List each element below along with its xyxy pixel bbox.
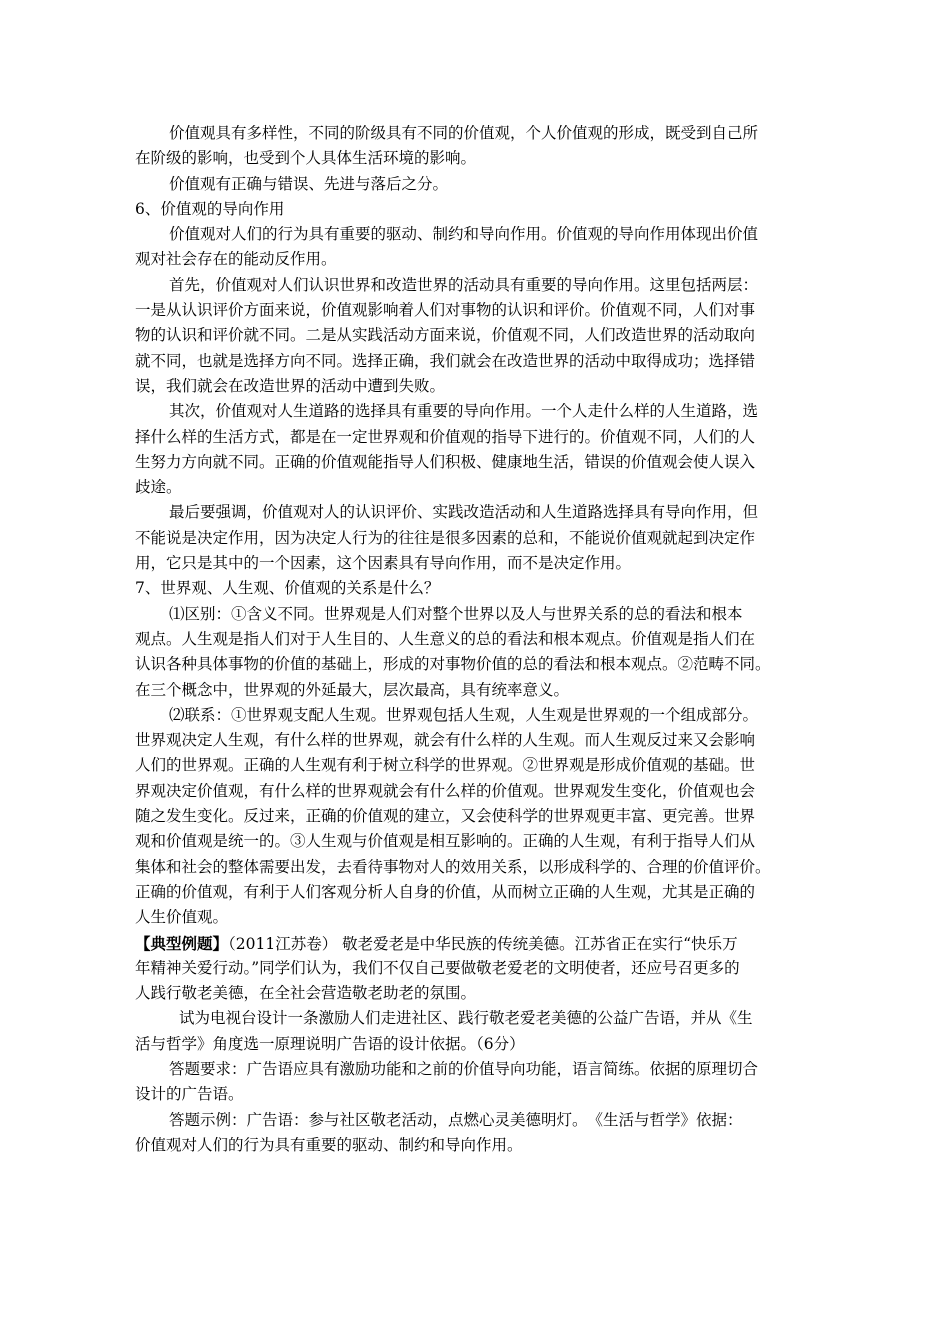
answer-example-line: 答题示例：广告语：参与社区敬老活动，点燃心灵美德明灯。 《生活与哲学》依据： — [169, 1110, 743, 1129]
answer-example-line: 价值观对人们的行为具有重要的驱动、制约和导向作用。 — [135, 1135, 523, 1154]
section-heading: 7、世界观、人生观、价值观的关系是什么？ — [135, 579, 440, 598]
paragraph-line: 观和价值观是统一的。③人生观与价值观是相互影响的。正确的人生观，有利于指导人们从 — [135, 832, 756, 851]
paragraph-line: 随之发生变化。反过来，正确的价值观的建立，又会使科学的世界观更丰富、更完善。世界 — [135, 807, 756, 826]
example-tag: 【典型例题】 — [135, 933, 229, 953]
paragraph-line: ⑴区别：①含义不同。世界观是人们对整个世界以及人与世界关系的总的看法和根本 — [169, 604, 743, 623]
example-line: 人践行敬老美德，在全社会营造敬老助老的氛围。 — [135, 984, 477, 1003]
section-heading: 6、价值观的导向作用 — [135, 199, 285, 218]
paragraph-line: 价值观有正确与错误、先进与落后之分。 — [169, 174, 449, 193]
paragraph-line: 价值观对人们的行为具有重要的驱动、制约和导向作用。价值观的导向作用体现出价值 — [169, 225, 759, 244]
example-line: 年精神关爱行动。”同学们认为，我们不仅自己要做敬老爱老的文明使者，还应号召更多的 — [135, 958, 740, 977]
paragraph-line: 生努力方向就不同。正确的价值观能指导人们积极、健康地生活，错误的价值观会使人误入 — [135, 452, 756, 471]
document-body — [135, 121, 825, 1158]
paragraph-line: 观对社会存在的能动反作用。 — [135, 250, 337, 269]
paragraph-line: 首先，价值观对人们认识世界和改造世界的活动具有重要的导向作用。这里包括两层： — [169, 275, 759, 294]
paragraph-line: 其次，价值观对人生道路的选择具有重要的导向作用。一个人走什么样的人生道路，选 — [169, 402, 759, 421]
paragraph-line: 用，它只是其中的一个因素，这个因素具有导向作用，而不是决定作用。 — [135, 554, 632, 573]
paragraph-line: 不能说是决定作用，因为决定人行为的往往是很多因素的总和，不能说价值观就起到决定作 — [135, 528, 756, 547]
paragraph-line: 就不同，也就是选择方向不同。选择正确，我们就会在改造世界的活动中取得成功；选择错 — [135, 351, 756, 370]
paragraph-line: 物的认识和评价就不同。二是从实践活动方面来说，价值观不同，人们改造世界的活动取向 — [135, 326, 756, 345]
paragraph-line: 一是从认识评价方面来说，价值观影响着人们对事物的认识和评价。价值观不同，人们对事 — [135, 301, 756, 320]
paragraph-line: 误，我们就会在改造世界的活动中遭到失败。 — [135, 376, 446, 395]
example-text: 敬老爱老是中华民族的传统美德。江苏省正在实行“快乐万 — [337, 934, 738, 953]
paragraph-line: 认识各种具体事物的价值的基础上，形成的对事物价值的总的看法和根本观点。②范畴不同。 — [135, 655, 771, 674]
paragraph-line: 世界观决定人生观，有什么样的世界观，就会有什么样的人生观。而人生观反过来又会影响 — [135, 731, 756, 750]
paragraph-line: 歧途。 — [135, 478, 182, 497]
paragraph-line: ⑵联系：①世界观支配人生观。世界观包括人生观，人生观是世界观的一个组成部分。 — [169, 705, 759, 724]
example-question-line: 活与哲学》角度选一原理说明广告语的设计依据。（6分） — [135, 1034, 525, 1053]
paragraph-line: 人们的世界观。正确的人生观有利于树立科学的世界观。②世界观是形成价值观的基础。世 — [135, 756, 756, 775]
example-first-line — [135, 931, 825, 956]
paragraph-line: 界观决定价值观，有什么样的世界观就会有什么样的价值观。世界观发生变化，价值观也会 — [135, 781, 756, 800]
answer-requirement-line: 设计的广告语。 — [135, 1085, 244, 1104]
answer-requirement-line: 答题要求：广告语应具有激励功能和之前的价值导向功能，语言简练。依据的原理切合 — [169, 1059, 759, 1078]
example-question-line: 试为电视台设计一条激励人们走进社区、践行敬老爱老美德的公益广告语，并从《生 — [179, 1009, 753, 1028]
paragraph-line: 最后要强调，价值观对人的认识评价、实践改造活动和人生道路选择具有导向作用，但 — [169, 503, 759, 522]
paragraph-line: 择什么样的生活方式，都是在一定世界观和价值观的指导下进行的。价值观不同，人们的人 — [135, 427, 756, 446]
paragraph-line: 价值观具有多样性，不同的阶级具有不同的价值观，个人价值观的形成，既受到自己所 — [169, 124, 759, 142]
paragraph-line: 正确的价值观，有利于人们客观分析人自身的价值，从而树立正确的人生观，尤其是正确的 — [135, 882, 756, 901]
paragraph-line: 观点。人生观是指人们对于人生目的、人生意义的总的看法和根本观点。价值观是指人们在 — [135, 629, 756, 648]
paragraph-line: 在三个概念中，世界观的外延最大，层次最高，具有统率意义。 — [135, 680, 570, 699]
example-source: （2011江苏卷） — [228, 934, 338, 953]
paragraph-line: 在阶级的影响，也受到个人具体生活环境的影响。 — [135, 149, 477, 168]
paragraph-line: 人生价值观。 — [135, 908, 229, 927]
paragraph-line: 集体和社会的整体需要出发，去看待事物对人的效用关系，以形成科学的、合理的价值评价。 — [135, 857, 771, 876]
